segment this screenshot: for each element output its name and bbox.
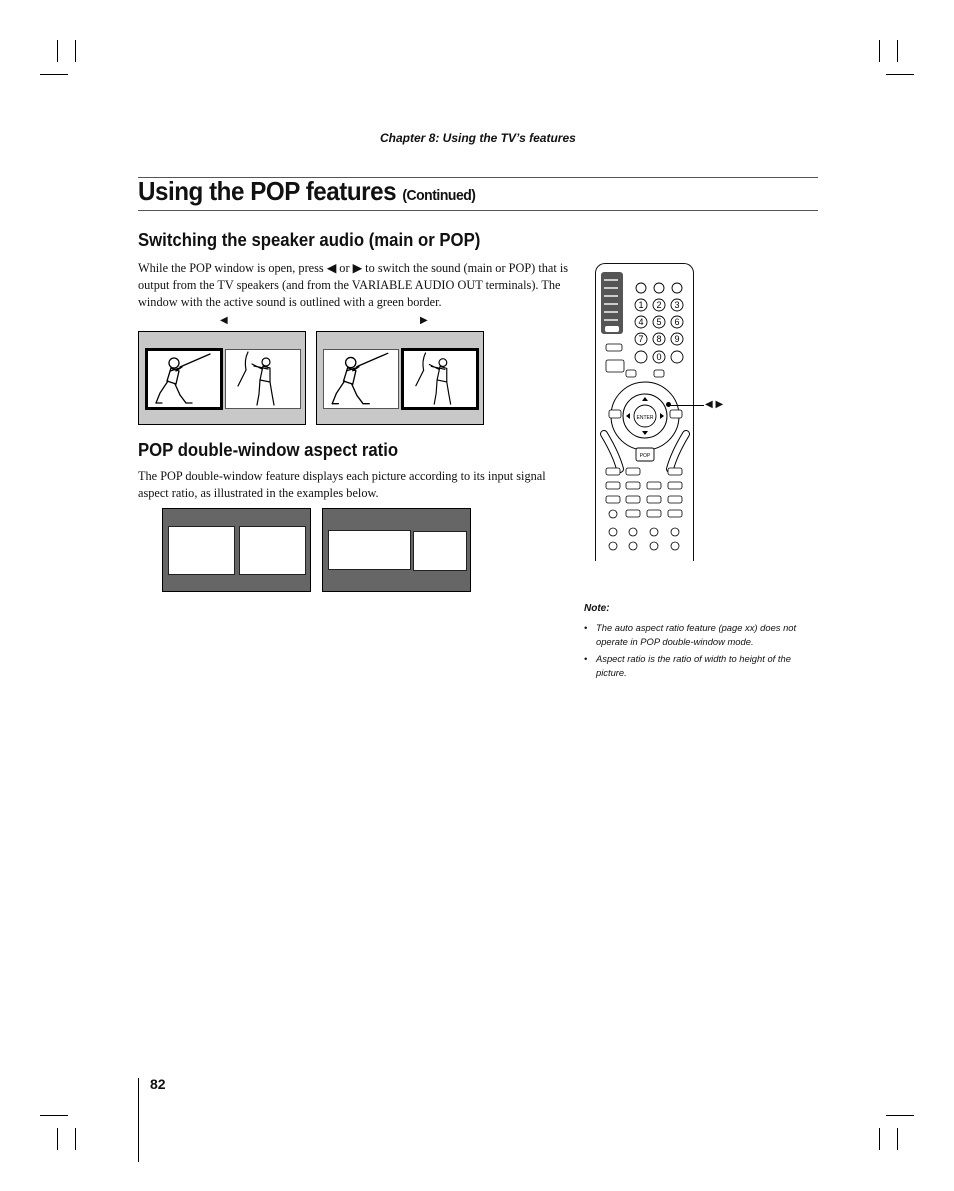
pop-figure-main-active — [138, 331, 306, 425]
note-item — [584, 652, 824, 680]
svg-text:ENTER: ENTER — [636, 415, 654, 421]
pop-window — [225, 349, 301, 409]
bullet-icon: • — [584, 622, 588, 633]
svg-text:7: 7 — [638, 334, 644, 344]
page-title-main: Using the POP features — [138, 176, 397, 206]
pop-figure-pop-active — [316, 331, 484, 425]
main-window-active — [145, 348, 223, 410]
example-window-wide — [328, 530, 411, 570]
note-item-text: Aspect ratio is the ratio of width to height of the picture. — [596, 653, 791, 678]
svg-text:9: 9 — [674, 334, 680, 344]
example-window-standard — [413, 531, 467, 571]
svg-text:3: 3 — [674, 300, 680, 310]
pop-window-active — [401, 348, 479, 410]
section-heading-aspect-ratio: POP double-window aspect ratio — [138, 440, 399, 460]
baseball-batter-image — [324, 350, 398, 408]
chapter-header: Chapter 8: Using the TV’s features — [380, 131, 576, 145]
example-window-left — [168, 526, 235, 575]
page-title — [138, 176, 475, 207]
paragraph-text: to switch the sound (main or POP) that is output from the TV speakers (and from the VARIABLE AUDIO OUT terminals). The window with the active sound is outlined with a green border. — [138, 261, 569, 309]
note-item — [584, 621, 824, 649]
aspect-example-16x9 — [322, 508, 471, 592]
page-title-continued: (Continued) — [402, 187, 476, 204]
section-heading-speaker-audio: Switching the speaker audio (main or POP) — [138, 230, 481, 250]
figure-left-arrow-icon: ◀ — [220, 315, 228, 326]
svg-text:2: 2 — [656, 300, 662, 310]
left-arrow-key-icon: ◀ — [326, 261, 337, 275]
paragraph-text: While the POP window is open, press — [138, 261, 327, 275]
golfer-image — [404, 351, 476, 407]
aspect-example-4x3 — [162, 508, 311, 592]
golfer-image — [226, 350, 300, 408]
note-item-text: The auto aspect ratio feature (page xx) does not operate in POP double-window mode. — [596, 622, 797, 647]
bullet-icon: • — [584, 653, 588, 664]
paragraph-text: or — [336, 261, 353, 275]
figure-right-arrow-icon: ▶ — [420, 315, 428, 326]
page-number: 82 — [150, 1076, 166, 1092]
svg-text:4: 4 — [638, 317, 644, 327]
svg-text:POP: POP — [639, 453, 651, 459]
callout-dot — [666, 402, 671, 407]
remote-control-drawing — [596, 264, 694, 561]
example-window-right — [239, 526, 306, 575]
svg-text:1: 1 — [638, 300, 644, 310]
remote-control-illustration — [595, 263, 694, 561]
title-bottom-rule — [138, 210, 818, 211]
callout-arrow-keys-label: ◀ ▶ — [705, 399, 724, 410]
svg-text:6: 6 — [674, 317, 680, 327]
callout-line — [668, 405, 704, 406]
main-window — [323, 349, 399, 409]
aspect-ratio-paragraph: The POP double-window feature displays each picture according to its input signal aspect ratio, as illustrated in the examples below. — [138, 469, 546, 500]
svg-text:5: 5 — [656, 317, 662, 327]
svg-text:0: 0 — [656, 352, 662, 362]
note-label: Note: — [584, 603, 610, 614]
baseball-batter-image — [148, 351, 220, 407]
svg-text:8: 8 — [656, 334, 662, 344]
right-arrow-key-icon: ▶ — [352, 261, 363, 275]
speaker-audio-paragraph — [138, 260, 580, 311]
